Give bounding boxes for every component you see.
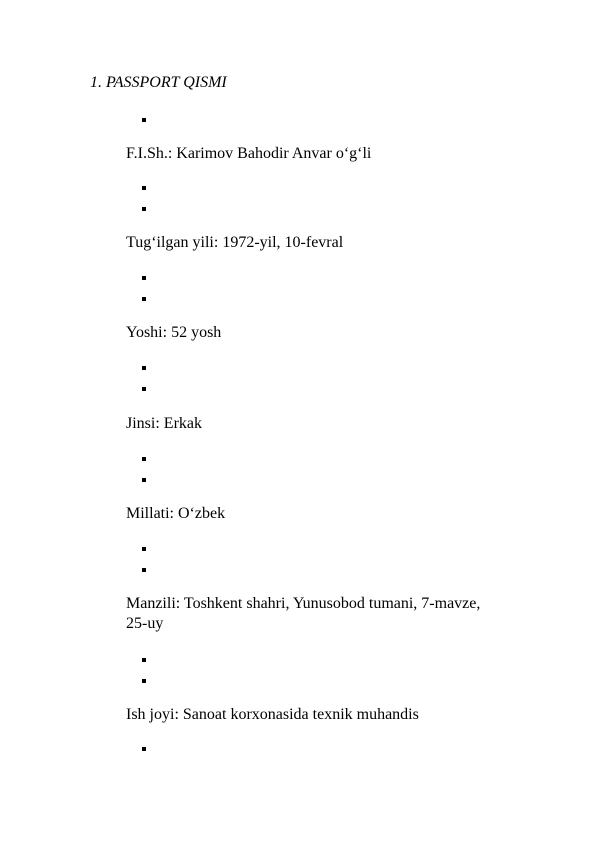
field-value: O‘zbek: [178, 505, 226, 522]
field-age: [126, 323, 506, 343]
field-birth-date: [126, 233, 506, 253]
field-workplace: [126, 705, 506, 725]
field-label: Ish joyi:: [126, 706, 183, 723]
list-bullet: [142, 386, 148, 392]
list-bullet: [142, 657, 148, 663]
list-bullet: [142, 117, 148, 123]
field-label: Millati:: [126, 505, 178, 522]
field-label: F.I.Sh.:: [126, 145, 177, 162]
list-bullet: [142, 477, 148, 483]
field-label: Yoshi:: [126, 324, 172, 341]
field-value: Karimov Bahodir Anvar o‘g‘li: [176, 145, 372, 162]
field-label: Manzili:: [126, 595, 184, 612]
field-value: 52 yosh: [171, 324, 222, 341]
field-gender: [126, 414, 506, 434]
field-full-name: [126, 144, 506, 164]
field-label: Tug‘ilgan yili:: [126, 234, 223, 251]
list-bullet: [142, 365, 148, 371]
list-bullet: [142, 206, 148, 212]
section-heading: 1. PASSPORT QISMI: [90, 74, 227, 91]
list-bullet: [142, 678, 148, 684]
list-bullet: [142, 296, 148, 302]
field-value: Erkak: [163, 415, 202, 432]
field-label: Jinsi:: [126, 415, 164, 432]
list-bullet: [142, 275, 148, 281]
list-bullet: [142, 456, 148, 462]
field-value: Toshkent shahri, Yunusobod tumani, 7-mavze, 25-uy: [126, 595, 481, 632]
field-value: Sanoat korxonasida texnik muhandis: [182, 706, 419, 723]
field-address: [126, 594, 486, 634]
field-nationality: [126, 504, 506, 524]
list-bullet: [142, 567, 148, 573]
list-bullet: [142, 185, 148, 191]
list-bullet: [142, 746, 148, 752]
field-value: 1972-yil, 10-fevral: [222, 234, 344, 251]
list-bullet: [142, 546, 148, 552]
